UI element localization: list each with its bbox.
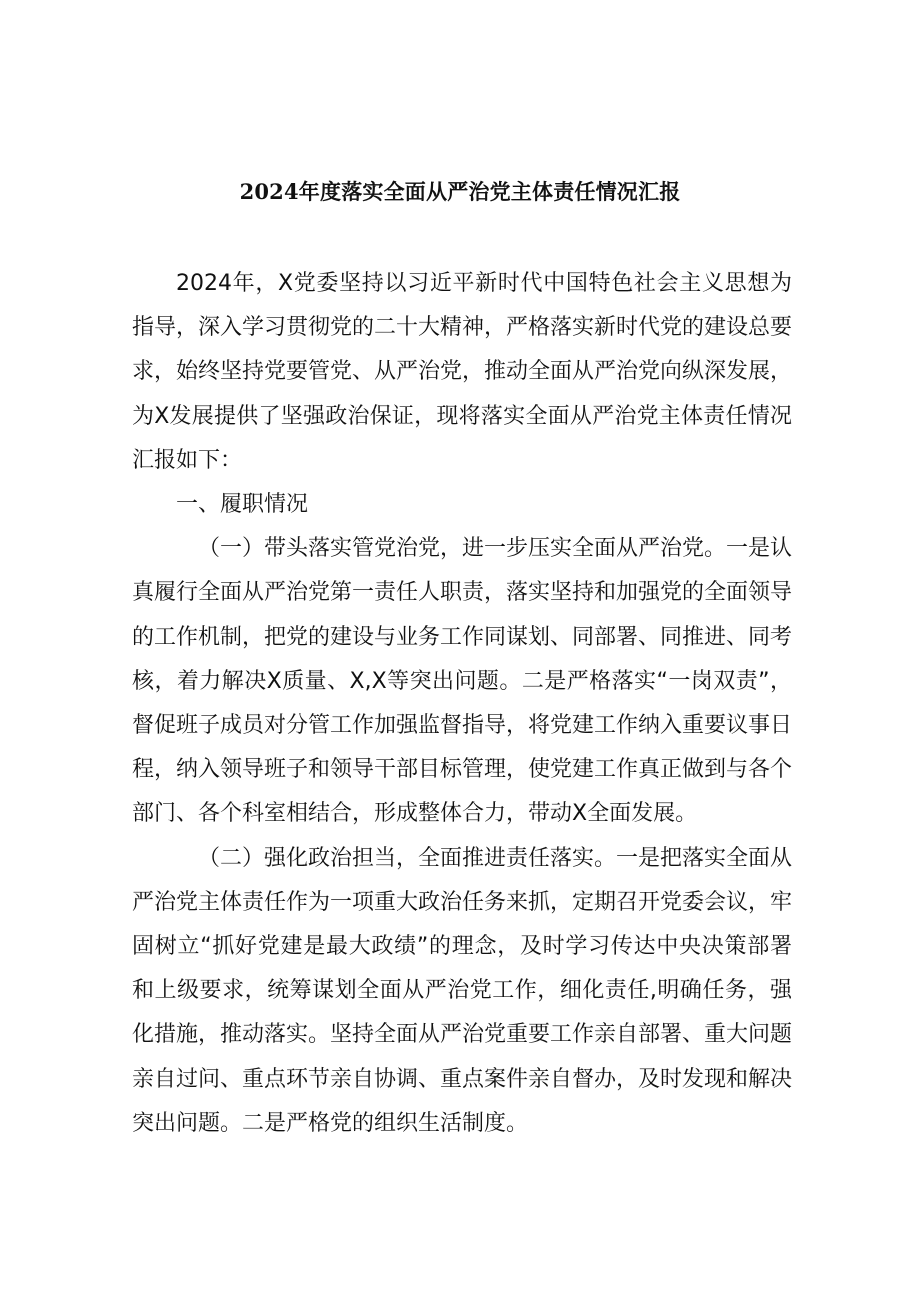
subsection-paragraph-1: （一）带头落实管党治党，进一步压实全面从严治党。一是认真履行全面从严治党第一责任人职责，落实坚持和加强党的全面领导的工作机制，把党的建设与业务工作同谋划、同部署、同推进、同考核，着力解决X质量、X,X等突出问题。二是严格落实“一岗双责”，督促班子成员对分管工作加强监督指导，将党建工作纳入重要议事日程，纳入领导班子和领导干部目标管理，使党建工作真正做到与各个部门、各个科室相结合，形成整体合力，带动X全面发展。 xyxy=(132,536,793,827)
document-title: 2024年度落实全面从严治党主体责任情况汇报 xyxy=(239,179,681,204)
intro-paragraph: 2024年，X党委坚持以习近平新时代中国特色社会主义思想为指导，深入学习贯彻党的二十大精神，严格落实新时代党的建设总要求，始终坚持党要管党、从严治党，推动全面从严治党向纵深发展，为X发展提供了坚强政治保证，现将落实全面从严治党主体责任情况汇报如下： xyxy=(132,271,793,473)
document-body xyxy=(132,262,792,1146)
section-heading-performance: 一、履职情况 xyxy=(176,492,309,518)
subsection-paragraph-2: （二）强化政治担当，全面推进责任落实。一是把落实全面从严治党主体责任作为一项重大政治任务来抓，定期召开党委会议，牢固树立“抓好党建是最大政绩”的理念，及时学习传达中央决策部署和上级要求，统筹谋划全面从严治党工作，细化责任,明确任务，强化措施，推动落实。坚持全面从严治党重要工作亲自部署、重大问题亲自过问、重点环节亲自协调、重点案件亲自督办，及时发现和解决突出问题。二是严格党的组织生活制度。 xyxy=(132,845,793,1136)
